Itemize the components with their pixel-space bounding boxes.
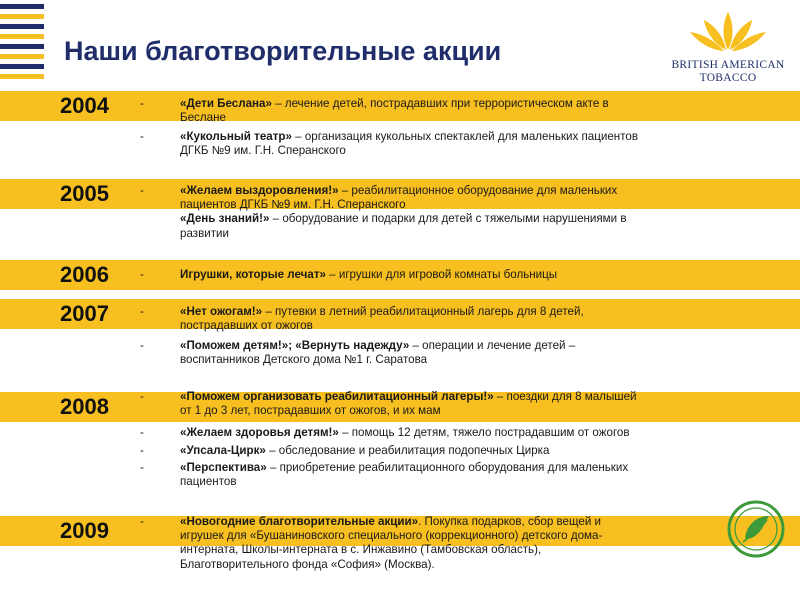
year-label: 2007 [60, 301, 109, 326]
decorative-stripes [0, 0, 44, 100]
year-label: 2005 [60, 181, 109, 206]
charity-seal-icon [727, 500, 785, 558]
year-label: 2004 [60, 93, 109, 118]
bat-logo [666, 10, 790, 90]
year-label: 2006 [60, 262, 109, 287]
page-title: Наши благотворительные акции [64, 36, 502, 66]
logo-line2: TOBACCO [699, 72, 757, 84]
year-label: 2008 [60, 394, 109, 419]
year-label: 2009 [60, 518, 109, 543]
logo-line1: BRITISH AMERICAN [671, 59, 785, 71]
leaf-icon [666, 10, 790, 54]
